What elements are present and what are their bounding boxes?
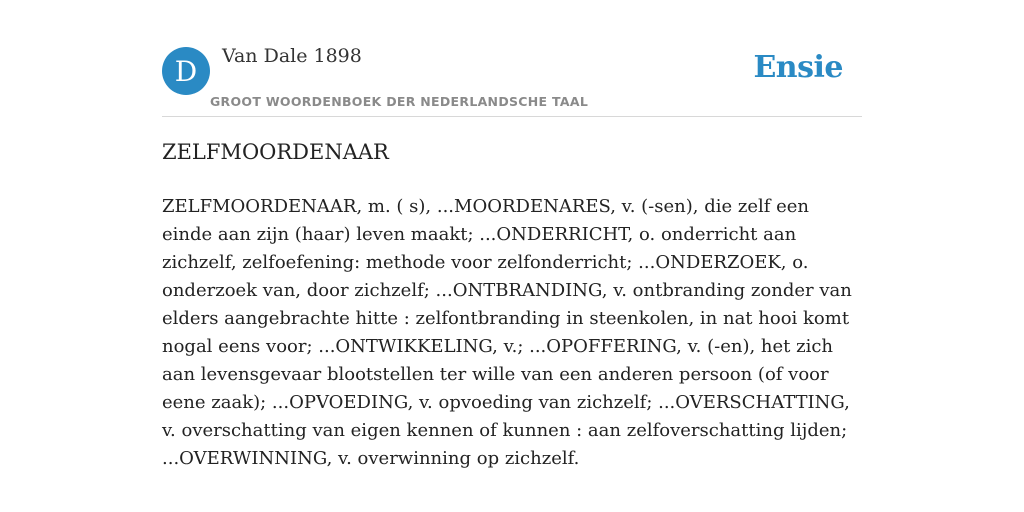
source-subtitle: GROOT WOORDENBOEK DER NEDERLANDSCHE TAAL [210, 94, 589, 109]
entry-page [162, 0, 862, 469]
brand-logo[interactable]: Ensie [753, 50, 843, 85]
entry-definition: ZELFMOORDENAAR, m. ( s), ...MOORDENARES, v. (-sen), die zelf een einde aan zijn (haar) leven maakt; ...ONDERRICHT, o. onderricht aan zichzelf, zelfoefening: methode voor zelfonderricht; ...ONDERZOEK, o. onderzoek van, door zichzelf; ...ONTBRANDING, v. ontbranding zonder van elders aangebrachte hitte : zelfontbranding in steenkolen, in nat hooi komt nogal eens voor; ...ONTWIKKELING, v.; ...OPOFFERING, v. (-en), het zich aan levensgevaar blootstellen ter wille van een anderen persoon (of voor eene zaak); ...OPVOEDING, v. opvoeding van zichzelf; ...OVERSCHATTING, v. overschatting van eigen kennen of kunnen : aan zelfoverschatting lijden; ...OVERWINNING, v. overwinning op zichzelf. [162, 196, 852, 469]
source-title[interactable]: Van Dale 1898 [222, 45, 362, 67]
source-header [162, 0, 862, 117]
source-avatar[interactable]: D [162, 47, 210, 95]
entry-headword: ZELFMOORDENAAR [162, 140, 389, 164]
